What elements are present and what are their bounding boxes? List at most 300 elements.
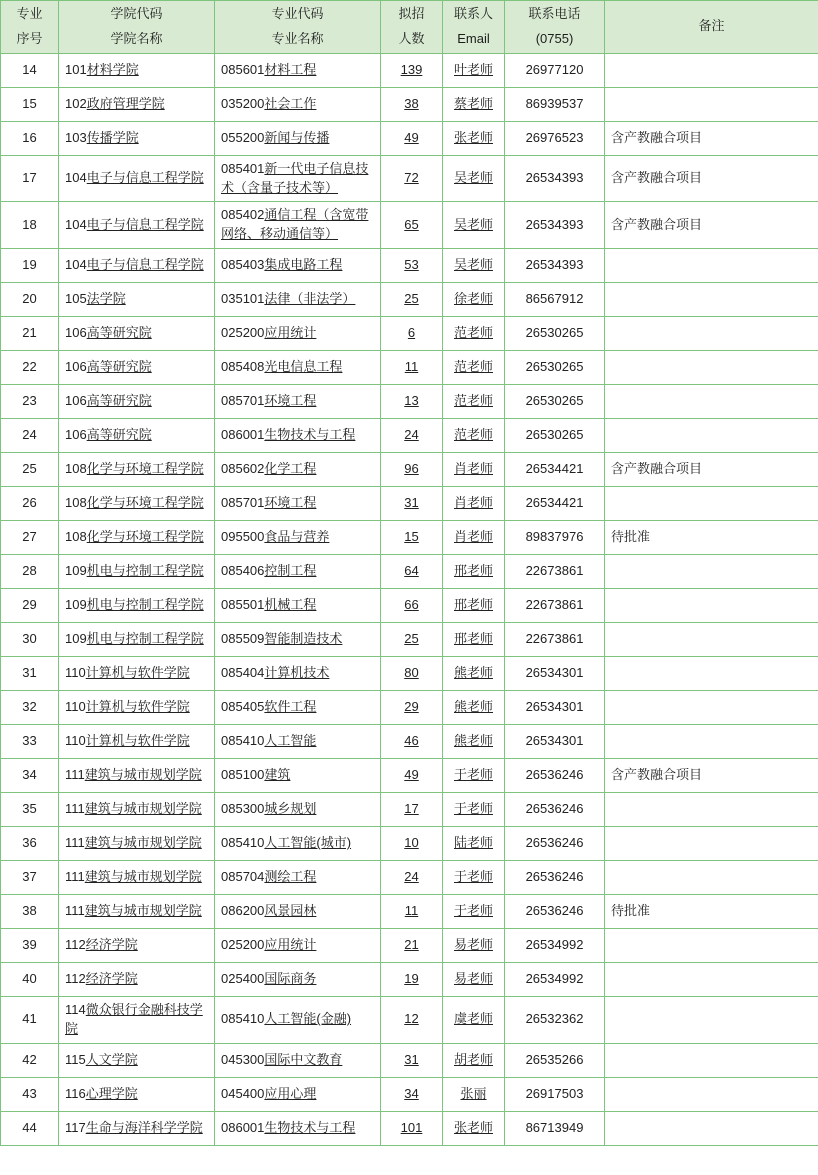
contact-person-link[interactable]: 张老师 <box>453 1119 493 1135</box>
cell-contact-person <box>443 657 505 691</box>
table-row <box>1 827 818 861</box>
cell-college <box>59 1077 215 1111</box>
major-name-link[interactable]: 新一代电子信息技术（含量子技术等） <box>221 160 369 195</box>
cell-contact-person <box>443 759 505 793</box>
cell-major <box>215 249 381 283</box>
cell-major <box>215 691 381 725</box>
cell-major <box>215 861 381 895</box>
cell-planned-number <box>381 827 443 861</box>
major-code: 045400 <box>221 1085 265 1101</box>
major-name-link[interactable]: 测绘工程 <box>264 869 317 885</box>
major-name-link[interactable]: 城乡规划 <box>264 801 317 817</box>
college-name-link[interactable]: 建筑与城市规划学院 <box>84 767 202 783</box>
cell-remark: 待批准 <box>605 521 818 555</box>
college-name-link[interactable]: 机电与控制工程学院 <box>86 597 204 613</box>
cell-major <box>215 589 381 623</box>
major-code: 085404 <box>221 665 265 681</box>
planned-number-link[interactable]: 38 <box>404 95 419 111</box>
major-code: 085410 <box>221 733 265 749</box>
cell-planned-number <box>381 657 443 691</box>
contact-person-link[interactable]: 肖老师 <box>453 495 493 511</box>
college-name-link[interactable]: 建筑与城市规划学院 <box>84 801 202 817</box>
table-row <box>1 487 818 521</box>
cell-contact-phone: 22673861 <box>505 555 605 589</box>
major-code: 045300 <box>221 1051 265 1067</box>
cell-contact-phone: 26534393 <box>505 249 605 283</box>
contact-person-link[interactable]: 邢老师 <box>453 597 493 613</box>
cell-college <box>59 155 215 202</box>
major-name-link[interactable]: 人工智能(城市) <box>264 835 352 851</box>
planned-number-link[interactable]: 46 <box>404 733 419 749</box>
college-code: 102 <box>65 95 87 111</box>
major-name-link[interactable]: 生物技术与工程 <box>264 1119 356 1135</box>
planned-number-link[interactable]: 6 <box>407 325 416 341</box>
cell-major <box>215 555 381 589</box>
cell-major <box>215 283 381 317</box>
college-code: 111 <box>65 903 85 919</box>
cell-contact-person <box>443 1043 505 1077</box>
contact-person-link[interactable]: 易老师 <box>453 937 493 953</box>
planned-number-link[interactable]: 17 <box>404 801 419 817</box>
cell-college <box>59 53 215 87</box>
major-name-link[interactable]: 国际中文教育 <box>264 1051 343 1067</box>
cell-planned-number <box>381 929 443 963</box>
table-row <box>1 121 818 155</box>
major-name-link[interactable]: 人工智能 <box>264 733 317 749</box>
contact-person-link[interactable]: 蔡老师 <box>453 95 493 111</box>
major-name-link[interactable]: 人工智能(金融) <box>264 1011 352 1027</box>
college-name-link[interactable]: 电子与信息工程学院 <box>86 170 204 186</box>
planned-number-link[interactable]: 29 <box>404 699 419 715</box>
major-code: 085602 <box>221 461 265 477</box>
contact-person-link[interactable]: 虞老师 <box>453 1011 493 1027</box>
major-code: 085410 <box>221 835 265 851</box>
college-code: 105 <box>65 291 87 307</box>
cell-contact-phone: 26534393 <box>505 155 605 202</box>
college-name-link[interactable]: 法学院 <box>86 291 126 307</box>
planned-number-link[interactable]: 96 <box>404 461 419 477</box>
planned-number-link[interactable]: 25 <box>404 291 419 307</box>
table-row <box>1 725 818 759</box>
planned-number-link[interactable]: 53 <box>404 257 419 273</box>
cell-major <box>215 202 381 249</box>
cell-contact-person <box>443 793 505 827</box>
contact-person-link[interactable]: 胡老师 <box>453 1051 493 1067</box>
planned-number-link[interactable]: 21 <box>404 937 419 953</box>
college-name-link[interactable]: 建筑与城市规划学院 <box>84 835 202 851</box>
cell-college <box>59 249 215 283</box>
college-name-link[interactable]: 电子与信息工程学院 <box>86 257 204 273</box>
college-name-link[interactable]: 人文学院 <box>85 1051 138 1067</box>
cell-contact-phone: 26530265 <box>505 317 605 351</box>
major-name-link[interactable]: 控制工程 <box>264 563 317 579</box>
cell-major <box>215 895 381 929</box>
cell-remark <box>605 623 818 657</box>
college-name-link[interactable]: 经济学院 <box>85 971 138 987</box>
contact-person-link[interactable]: 熊老师 <box>453 665 493 681</box>
cell-seq: 28 <box>1 555 59 589</box>
major-name-link[interactable]: 环境工程 <box>264 495 317 511</box>
major-name-link[interactable]: 材料工程 <box>264 61 317 77</box>
table-row <box>1 521 818 555</box>
cell-college <box>59 351 215 385</box>
contact-person-link[interactable]: 张老师 <box>453 129 493 145</box>
college-name-link[interactable]: 政府管理学院 <box>86 95 165 111</box>
cell-seq: 16 <box>1 121 59 155</box>
contact-person-link[interactable]: 邢老师 <box>453 563 493 579</box>
cell-contact-person <box>443 861 505 895</box>
college-name-link[interactable]: 计算机与软件学院 <box>85 699 190 715</box>
cell-contact-phone: 26534992 <box>505 929 605 963</box>
table-row <box>1 929 818 963</box>
cell-contact-person <box>443 725 505 759</box>
planned-number-link[interactable]: 80 <box>404 665 419 681</box>
cell-contact-person <box>443 589 505 623</box>
major-name-link[interactable]: 风景园林 <box>264 903 317 919</box>
cell-planned-number <box>381 691 443 725</box>
cell-contact-person <box>443 691 505 725</box>
cell-contact-person <box>443 895 505 929</box>
major-name-link[interactable]: 建筑 <box>264 767 291 783</box>
college-name-link[interactable]: 电子与信息工程学院 <box>86 216 204 232</box>
cell-seq: 18 <box>1 202 59 249</box>
cell-college <box>59 487 215 521</box>
major-code: 085402 <box>221 207 265 223</box>
cell-college <box>59 657 215 691</box>
major-name-link[interactable]: 智能制造技术 <box>264 631 343 647</box>
cell-contact-person <box>443 827 505 861</box>
cell-planned-number <box>381 895 443 929</box>
college-name-link[interactable]: 建筑与城市规划学院 <box>84 869 202 885</box>
major-code: 085408 <box>221 359 265 375</box>
table-header-row <box>1 1 818 54</box>
cell-contact-phone: 26530265 <box>505 385 605 419</box>
cell-college <box>59 555 215 589</box>
college-name-link[interactable]: 计算机与软件学院 <box>85 733 190 749</box>
cell-planned-number <box>381 589 443 623</box>
college-code: 116 <box>65 1085 86 1101</box>
cell-remark: 含产教融合项目 <box>605 759 818 793</box>
cell-college <box>59 317 215 351</box>
college-name-link[interactable]: 传播学院 <box>86 129 139 145</box>
major-code: 085405 <box>221 699 265 715</box>
college-name-link[interactable]: 生命与海洋科学学院 <box>85 1119 203 1135</box>
cell-major <box>215 317 381 351</box>
major-name-link[interactable]: 新闻与传播 <box>264 129 330 145</box>
cell-remark <box>605 827 818 861</box>
cell-planned-number <box>381 963 443 997</box>
cell-seq: 14 <box>1 53 59 87</box>
cell-contact-person <box>443 555 505 589</box>
planned-number-link[interactable]: 31 <box>404 1051 419 1067</box>
major-name-link[interactable]: 化学工程 <box>264 461 317 477</box>
table-body <box>1 53 818 1145</box>
contact-person-link[interactable]: 范老师 <box>453 325 493 341</box>
college-name-link[interactable]: 化学与环境工程学院 <box>86 461 204 477</box>
cell-college <box>59 861 215 895</box>
table-row <box>1 1111 818 1145</box>
planned-number-link[interactable]: 13 <box>404 393 419 409</box>
cell-contact-person <box>443 487 505 521</box>
cell-seq: 25 <box>1 453 59 487</box>
cell-remark <box>605 419 818 453</box>
table-header <box>1 1 818 54</box>
contact-person-link[interactable]: 易老师 <box>453 971 493 987</box>
college-code: 104 <box>65 257 87 273</box>
planned-number-link[interactable]: 64 <box>404 563 419 579</box>
contact-person-link[interactable]: 徐老师 <box>453 291 493 307</box>
cell-contact-phone: 26530265 <box>505 351 605 385</box>
header-contact-person: 联系人 Email <box>443 1 505 54</box>
cell-contact-phone: 26534301 <box>505 657 605 691</box>
table-row <box>1 691 818 725</box>
college-code: 106 <box>65 393 87 409</box>
college-code: 101 <box>65 61 87 77</box>
table-row <box>1 963 818 997</box>
major-name-link[interactable]: 软件工程 <box>264 699 317 715</box>
contact-person-link[interactable]: 吴老师 <box>453 257 493 273</box>
planned-number-link[interactable]: 49 <box>404 767 419 783</box>
major-code: 085406 <box>221 563 265 579</box>
cell-college <box>59 793 215 827</box>
major-code: 085410 <box>221 1011 265 1027</box>
contact-person-link[interactable]: 范老师 <box>453 359 493 375</box>
major-name-link[interactable]: 社会工作 <box>264 95 317 111</box>
contact-person-link[interactable]: 熊老师 <box>453 733 493 749</box>
cell-remark <box>605 283 818 317</box>
table-row <box>1 249 818 283</box>
major-name-link[interactable]: 计算机技术 <box>264 665 330 681</box>
college-code: 106 <box>65 427 87 443</box>
contact-person-link[interactable]: 范老师 <box>453 427 493 443</box>
cell-college <box>59 827 215 861</box>
planned-number-link[interactable]: 139 <box>400 61 423 77</box>
cell-major <box>215 87 381 121</box>
major-name-link[interactable]: 机械工程 <box>264 597 317 613</box>
cell-remark <box>605 929 818 963</box>
cell-college <box>59 759 215 793</box>
cell-contact-person <box>443 1111 505 1145</box>
cell-contact-phone: 26536246 <box>505 861 605 895</box>
college-name-link[interactable]: 经济学院 <box>85 937 138 953</box>
major-name-link[interactable]: 应用统计 <box>264 325 317 341</box>
planned-number-link[interactable]: 49 <box>404 129 419 145</box>
cell-seq: 15 <box>1 87 59 121</box>
cell-planned-number <box>381 385 443 419</box>
table-row <box>1 283 818 317</box>
major-code: 085501 <box>221 597 265 613</box>
cell-seq: 24 <box>1 419 59 453</box>
table-row <box>1 202 818 249</box>
contact-person-link[interactable]: 邢老师 <box>453 631 493 647</box>
table-row <box>1 555 818 589</box>
cell-college <box>59 87 215 121</box>
cell-planned-number <box>381 121 443 155</box>
cell-seq: 44 <box>1 1111 59 1145</box>
cell-seq: 34 <box>1 759 59 793</box>
cell-major <box>215 1043 381 1077</box>
college-name-link[interactable]: 机电与控制工程学院 <box>86 631 204 647</box>
major-name-link[interactable]: 应用统计 <box>264 937 317 953</box>
major-code: 035200 <box>221 95 265 111</box>
cell-seq: 33 <box>1 725 59 759</box>
cell-college <box>59 521 215 555</box>
contact-person-link[interactable]: 于老师 <box>453 903 493 919</box>
planned-number-link[interactable]: 31 <box>404 495 419 511</box>
cell-seq: 35 <box>1 793 59 827</box>
college-code: 111 <box>65 835 85 851</box>
planned-number-link[interactable]: 34 <box>404 1085 419 1101</box>
college-code: 104 <box>65 216 87 232</box>
contact-person-link[interactable]: 吴老师 <box>453 216 493 232</box>
college-name-link[interactable]: 建筑与城市规划学院 <box>84 903 202 919</box>
cell-contact-phone: 26534421 <box>505 487 605 521</box>
major-name-link[interactable]: 国际商务 <box>264 971 317 987</box>
cell-seq: 26 <box>1 487 59 521</box>
cell-seq: 21 <box>1 317 59 351</box>
planned-number-link[interactable]: 15 <box>404 529 419 545</box>
cell-contact-person <box>443 317 505 351</box>
cell-major <box>215 759 381 793</box>
contact-person-link[interactable]: 于老师 <box>453 869 493 885</box>
cell-planned-number <box>381 202 443 249</box>
planned-number-link[interactable]: 24 <box>404 427 419 443</box>
major-code: 025200 <box>221 937 265 953</box>
cell-remark <box>605 657 818 691</box>
major-name-link[interactable]: 生物技术与工程 <box>264 427 356 443</box>
cell-contact-phone: 26530265 <box>505 419 605 453</box>
college-name-link[interactable]: 高等研究院 <box>86 325 152 341</box>
cell-planned-number <box>381 283 443 317</box>
planned-number-link[interactable]: 12 <box>404 1011 419 1027</box>
cell-college <box>59 121 215 155</box>
cell-contact-phone: 22673861 <box>505 589 605 623</box>
cell-major <box>215 997 381 1044</box>
cell-seq: 27 <box>1 521 59 555</box>
college-name-link[interactable]: 高等研究院 <box>86 427 152 443</box>
table-row <box>1 351 818 385</box>
planned-number-link[interactable]: 25 <box>404 631 419 647</box>
college-name-link[interactable]: 化学与环境工程学院 <box>86 529 204 545</box>
major-code: 025400 <box>221 971 265 987</box>
cell-major <box>215 725 381 759</box>
cell-major <box>215 385 381 419</box>
college-code: 115 <box>65 1051 86 1067</box>
cell-major <box>215 827 381 861</box>
table-row <box>1 1043 818 1077</box>
major-code: 025200 <box>221 325 265 341</box>
major-name-link[interactable]: 法律（非法学） <box>264 291 356 307</box>
cell-planned-number <box>381 793 443 827</box>
major-code: 055200 <box>221 129 265 145</box>
cell-remark <box>605 487 818 521</box>
college-name-link[interactable]: 化学与环境工程学院 <box>86 495 204 511</box>
cell-seq: 37 <box>1 861 59 895</box>
contact-person-link[interactable]: 陆老师 <box>453 835 493 851</box>
cell-planned-number <box>381 155 443 202</box>
contact-person-link[interactable]: 肖老师 <box>453 529 493 545</box>
planned-number-link[interactable]: 11 <box>404 903 419 919</box>
cell-seq: 22 <box>1 351 59 385</box>
college-name-link[interactable]: 微众银行金融科技学院 <box>65 1002 203 1036</box>
college-name-link[interactable]: 高等研究院 <box>86 393 152 409</box>
cell-major <box>215 155 381 202</box>
cell-seq: 38 <box>1 895 59 929</box>
college-name-link[interactable]: 材料学院 <box>86 61 139 77</box>
planned-number-link[interactable]: 24 <box>404 869 419 885</box>
contact-person-link[interactable]: 熊老师 <box>453 699 493 715</box>
cell-remark <box>605 725 818 759</box>
contact-person-link[interactable]: 范老师 <box>453 393 493 409</box>
cell-planned-number <box>381 521 443 555</box>
contact-person-link[interactable]: 于老师 <box>453 801 493 817</box>
cell-major <box>215 419 381 453</box>
cell-seq: 41 <box>1 997 59 1044</box>
cell-seq: 19 <box>1 249 59 283</box>
major-code: 095500 <box>221 529 265 545</box>
cell-planned-number <box>381 351 443 385</box>
planned-number-link[interactable]: 101 <box>400 1119 423 1135</box>
cell-remark: 含产教融合项目 <box>605 202 818 249</box>
header-planned-number: 拟招 人数 <box>381 1 443 54</box>
cell-remark <box>605 1111 818 1145</box>
cell-contact-phone: 26976523 <box>505 121 605 155</box>
major-name-link[interactable]: 应用心理 <box>264 1085 317 1101</box>
college-code: 114 <box>65 1002 86 1018</box>
cell-contact-person <box>443 249 505 283</box>
college-name-link[interactable]: 机电与控制工程学院 <box>86 563 204 579</box>
cell-planned-number <box>381 623 443 657</box>
cell-seq: 42 <box>1 1043 59 1077</box>
cell-contact-person <box>443 929 505 963</box>
major-name-link[interactable]: 环境工程 <box>264 393 317 409</box>
planned-number-link[interactable]: 19 <box>404 971 419 987</box>
college-name-link[interactable]: 计算机与软件学院 <box>85 665 190 681</box>
cell-contact-phone: 26917503 <box>505 1077 605 1111</box>
major-code: 085701 <box>221 393 265 409</box>
major-code: 085704 <box>221 869 265 885</box>
contact-person-link[interactable]: 于老师 <box>453 767 493 783</box>
cell-contact-person <box>443 419 505 453</box>
cell-planned-number <box>381 53 443 87</box>
contact-person-link[interactable]: 肖老师 <box>453 461 493 477</box>
major-name-link[interactable]: 光电信息工程 <box>264 359 343 375</box>
cell-college <box>59 1111 215 1145</box>
major-name-link[interactable]: 集成电路工程 <box>264 257 343 273</box>
planned-number-link[interactable]: 72 <box>404 170 419 186</box>
contact-person-link[interactable]: 叶老师 <box>453 61 493 77</box>
college-name-link[interactable]: 心理学院 <box>85 1085 138 1101</box>
major-name-link[interactable]: 通信工程（含宽带网络、移动通信等） <box>221 207 369 242</box>
cell-college <box>59 725 215 759</box>
planned-number-link[interactable]: 10 <box>404 835 419 851</box>
contact-person-link[interactable]: 张丽 <box>460 1085 487 1101</box>
planned-number-link[interactable]: 66 <box>404 597 419 613</box>
major-name-link[interactable]: 食品与营养 <box>264 529 330 545</box>
contact-person-link[interactable]: 吴老师 <box>453 170 493 186</box>
college-name-link[interactable]: 高等研究院 <box>86 359 152 375</box>
cell-remark <box>605 691 818 725</box>
college-code: 112 <box>65 971 86 987</box>
planned-number-link[interactable]: 11 <box>404 359 419 375</box>
major-code: 086200 <box>221 903 265 919</box>
cell-college <box>59 453 215 487</box>
cell-planned-number <box>381 555 443 589</box>
planned-number-link[interactable]: 65 <box>404 216 419 232</box>
header-seq: 专业 序号 <box>1 1 59 54</box>
cell-contact-phone: 26534421 <box>505 453 605 487</box>
cell-major <box>215 793 381 827</box>
